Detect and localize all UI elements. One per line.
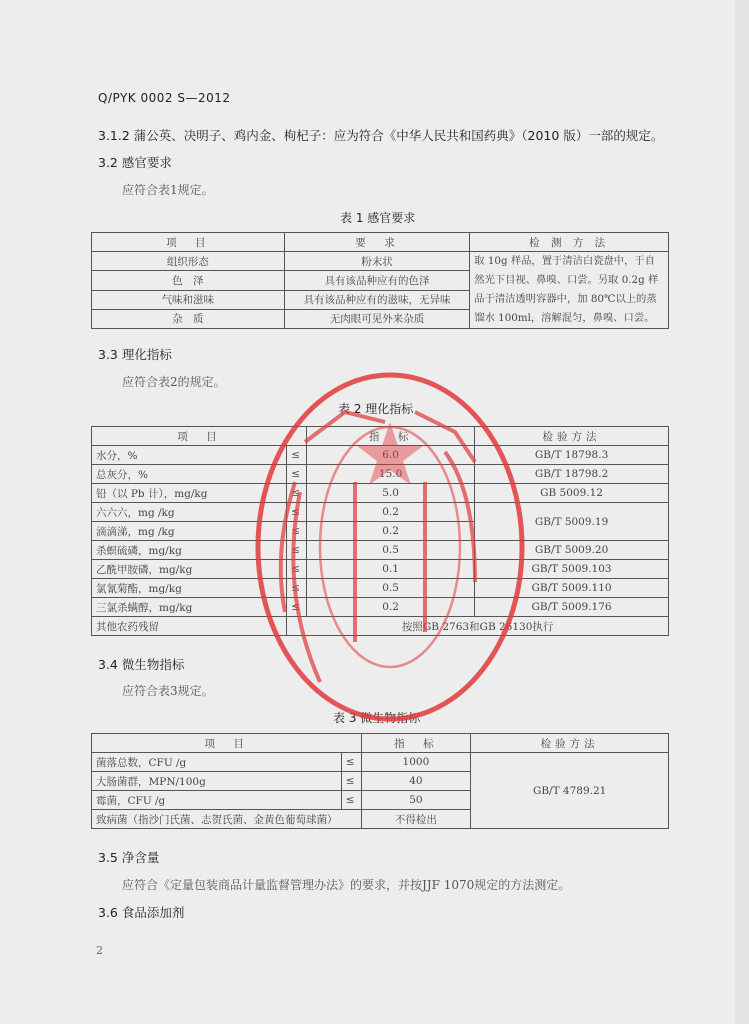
table-row bbox=[92, 541, 669, 560]
table2-op: ≤ bbox=[287, 560, 307, 579]
table2-method: GB/T 5009.176 bbox=[475, 598, 669, 617]
table2-item: 总灰分，% bbox=[92, 465, 287, 484]
table-row bbox=[92, 598, 669, 617]
table2-value: 5.0 bbox=[307, 484, 475, 503]
section-3-3-title: 3.3 理化指标 bbox=[98, 347, 172, 362]
table3-item: 霉菌，CFU /g bbox=[92, 791, 342, 810]
section-3-5-title: 3.5 净含量 bbox=[98, 850, 160, 865]
table2-item: 三氯杀螨醇，mg/kg bbox=[92, 598, 287, 617]
table2-value: 0.5 bbox=[307, 579, 475, 598]
table3-item: 大肠菌群，MPN/100g bbox=[92, 772, 342, 791]
table2-method: GB 5009.12 bbox=[475, 484, 669, 503]
table2-method: GB/T 18798.3 bbox=[475, 446, 669, 465]
table3-op: ≤ bbox=[341, 772, 361, 791]
table3-header-method: 检验方法 bbox=[471, 734, 669, 753]
table-row bbox=[92, 617, 669, 636]
table1-req: 具有该品种应有的色泽 bbox=[284, 271, 470, 290]
table-row bbox=[92, 465, 669, 484]
table2-op: ≤ bbox=[287, 465, 307, 484]
section-3-2-text: 应符合表1规定。 bbox=[122, 183, 214, 197]
table-row bbox=[92, 233, 669, 252]
table2-caption: 表 2 理化指标 bbox=[338, 402, 414, 416]
table2-method: GB/T 5009.110 bbox=[475, 579, 669, 598]
table1-header-item: 项 目 bbox=[92, 233, 285, 252]
table2-item: 氯氰菊酯，mg/kg bbox=[92, 579, 287, 598]
table2-header-value: 指 标 bbox=[307, 427, 475, 446]
table2-item: 六六六，mg /kg bbox=[92, 503, 287, 522]
table1-item: 杂 质 bbox=[92, 309, 285, 328]
table2-value: 0.2 bbox=[307, 522, 475, 541]
table3-header-value: 指 标 bbox=[361, 734, 471, 753]
table2-item: 乙酰甲胺磷，mg/kg bbox=[92, 560, 287, 579]
section-3-1-2: 3.1.2 蒲公英、决明子、鸡内金、枸杞子：应为符合《中华人民共和国药典》（2010 版）一部的规定。 bbox=[98, 128, 664, 143]
table2-op: ≤ bbox=[287, 598, 307, 617]
table1-req: 无肉眼可见外来杂质 bbox=[284, 309, 470, 328]
table3-item: 致病菌（指沙门氏菌、志贺氏菌、金黄色葡萄球菌） bbox=[92, 810, 362, 829]
table2-value: 0.2 bbox=[307, 598, 475, 617]
page-edge bbox=[735, 0, 749, 1024]
table2-item: 铅（以 Pb 计），mg/kg bbox=[92, 484, 287, 503]
table-row bbox=[92, 484, 669, 503]
table2-other-pesticides: 按照GB 2763和GB 26130执行 bbox=[287, 617, 669, 636]
section-3-3-text: 应符合表2的规定。 bbox=[122, 375, 226, 389]
section-3-5-text: 应符合《定量包装商品计量监督管理办法》的要求，并按JJF 1070规定的方法测定。 bbox=[122, 878, 571, 892]
table2-header-item: 项 目 bbox=[92, 427, 307, 446]
table3-microbial bbox=[91, 733, 669, 829]
table2-value: 0.2 bbox=[307, 503, 475, 522]
table-row bbox=[92, 579, 669, 598]
table-row bbox=[92, 446, 669, 465]
table1-caption: 表 1 感官要求 bbox=[340, 211, 416, 225]
standard-code: Q/PYK 0002 S—2012 bbox=[98, 91, 231, 105]
table-row bbox=[92, 252, 669, 271]
table-row bbox=[92, 503, 669, 522]
table-row bbox=[92, 753, 669, 772]
table3-op: ≤ bbox=[341, 791, 361, 810]
table-row bbox=[92, 427, 669, 446]
table3-method: GB/T 4789.21 bbox=[471, 753, 669, 829]
table3-value: 40 bbox=[361, 772, 471, 791]
table3-value: 1000 bbox=[361, 753, 471, 772]
table2-method: GB/T 18798.2 bbox=[475, 465, 669, 484]
section-3-4-text: 应符合表3规定。 bbox=[122, 684, 214, 698]
table1-sensory bbox=[91, 232, 669, 329]
table1-req: 粉末状 bbox=[284, 252, 470, 271]
table1-header-req: 要 求 bbox=[284, 233, 470, 252]
section-3-4-title: 3.4 微生物指标 bbox=[98, 657, 185, 672]
table1-item: 组织形态 bbox=[92, 252, 285, 271]
table3-caption: 表 3 微生物指标 bbox=[333, 711, 421, 725]
table2-item: 滴滴涕，mg /kg bbox=[92, 522, 287, 541]
table2-method: GB/T 5009.19 bbox=[475, 503, 669, 541]
table2-value: 6.0 bbox=[307, 446, 475, 465]
table2-method: GB/T 5009.103 bbox=[475, 560, 669, 579]
table2-op: ≤ bbox=[287, 579, 307, 598]
table3-value: 不得检出 bbox=[361, 810, 471, 829]
table-row bbox=[92, 734, 669, 753]
table2-item: 其他农药残留 bbox=[92, 617, 287, 636]
table2-value: 15.0 bbox=[307, 465, 475, 484]
table2-value: 0.1 bbox=[307, 560, 475, 579]
table2-physicochemical bbox=[91, 426, 669, 636]
table2-item: 水分，% bbox=[92, 446, 287, 465]
table1-header-method: 检 测 方 法 bbox=[470, 233, 669, 252]
table2-item: 杀螟硫磷，mg/kg bbox=[92, 541, 287, 560]
table1-method: 取 10g 样品，置于清洁白瓷盘中，于自然光下目视、鼻嗅、口尝。另取 0.2g 样品于清洁透明容器中，加 80℃以上的蒸馏水 100ml，溶解混匀，鼻嗅、口尝。 bbox=[470, 252, 669, 329]
table2-op: ≤ bbox=[287, 484, 307, 503]
table2-value: 0.5 bbox=[307, 541, 475, 560]
table3-header-item: 项 目 bbox=[92, 734, 362, 753]
table2-op: ≤ bbox=[287, 541, 307, 560]
table2-op: ≤ bbox=[287, 446, 307, 465]
table2-op: ≤ bbox=[287, 522, 307, 541]
table1-item: 气味和滋味 bbox=[92, 290, 285, 309]
table3-op: ≤ bbox=[341, 753, 361, 772]
table1-req: 具有该品种应有的滋味，无异味 bbox=[284, 290, 470, 309]
table1-item: 色 泽 bbox=[92, 271, 285, 290]
table2-method: GB/T 5009.20 bbox=[475, 541, 669, 560]
table2-op: ≤ bbox=[287, 503, 307, 522]
section-3-6-title: 3.6 食品添加剂 bbox=[98, 905, 185, 920]
page-number: 2 bbox=[96, 944, 103, 957]
table2-header-method: 检验方法 bbox=[475, 427, 669, 446]
table3-value: 50 bbox=[361, 791, 471, 810]
table3-item: 菌落总数，CFU /g bbox=[92, 753, 342, 772]
section-3-2-title: 3.2 感官要求 bbox=[98, 155, 172, 170]
table-row bbox=[92, 560, 669, 579]
